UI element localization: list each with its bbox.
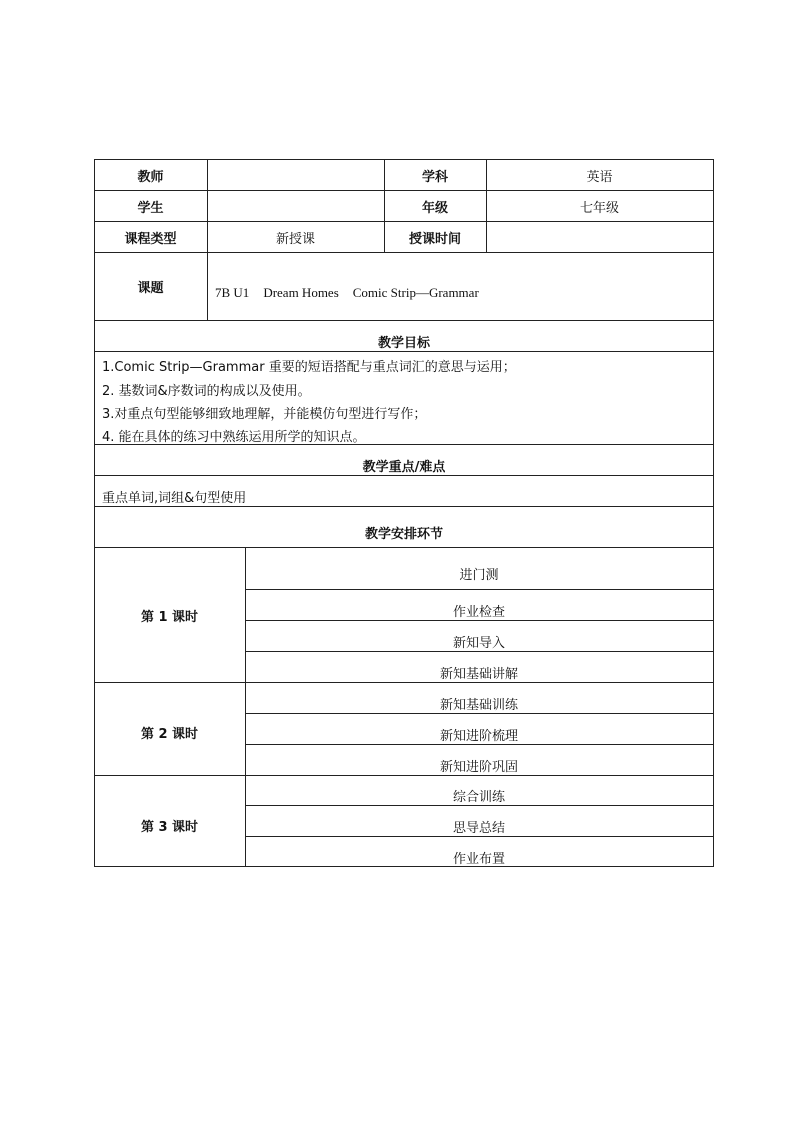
- teacher-label: 教师: [137, 169, 164, 185]
- subject-value: 英语: [586, 169, 613, 185]
- session-label: 第 3 课时: [140, 819, 199, 835]
- session-label: 第 2 课时: [140, 726, 199, 742]
- key-points-text: 重点单词,词组&句型使用: [102, 491, 247, 506]
- objective-item: 3.对重点句型能够细致地理解，并能模仿句型进行写作；: [102, 407, 427, 422]
- session-step: 思导总结: [452, 820, 505, 836]
- student-label: 学生: [137, 200, 164, 216]
- session-label: 第 1 课时: [140, 609, 199, 625]
- class-time-value: [486, 221, 713, 253]
- teacher-value: [207, 159, 384, 191]
- session-step: 综合训练: [452, 789, 505, 805]
- topic-part: Comic Strip—Grammar: [352, 284, 479, 300]
- topic-part: Dream Homes: [263, 284, 339, 300]
- course-type-label: 课程类型: [124, 231, 177, 247]
- objective-item: 4. 能在具体的练习中熟练运用所学的知识点。: [102, 430, 366, 445]
- session-step: 进门测: [459, 568, 499, 583]
- topic-label: 课题: [137, 281, 164, 296]
- subject-label: 学科: [421, 169, 448, 185]
- session-step: 作业布置: [452, 851, 505, 867]
- key-points-title: 教学重点/难点: [362, 459, 446, 475]
- grade-value: 七年级: [579, 200, 619, 216]
- student-value: [207, 190, 384, 222]
- session-step: 新知基础训练: [439, 697, 518, 713]
- objective-item: 2. 基数词&序数词的构成以及使用。: [102, 384, 311, 399]
- objectives-title: 教学目标: [377, 336, 430, 351]
- grade-label: 年级: [421, 200, 448, 216]
- class-time-label: 授课时间: [408, 231, 461, 247]
- course-type-value: 新授课: [275, 231, 315, 247]
- session-step: 新知进阶梳理: [439, 728, 518, 744]
- session-step: 新知基础讲解: [439, 666, 518, 682]
- objective-item: 1.Comic Strip—Grammar 重要的短语搭配与重点词汇的意思与运用；: [102, 360, 516, 375]
- session-step: 新知导入: [452, 635, 505, 651]
- session-step: 新知进阶巩固: [439, 759, 518, 775]
- session-step: 作业检查: [452, 604, 505, 620]
- schedule-title: 教学安排环节: [364, 527, 443, 542]
- topic-part: 7B U1: [215, 284, 250, 300]
